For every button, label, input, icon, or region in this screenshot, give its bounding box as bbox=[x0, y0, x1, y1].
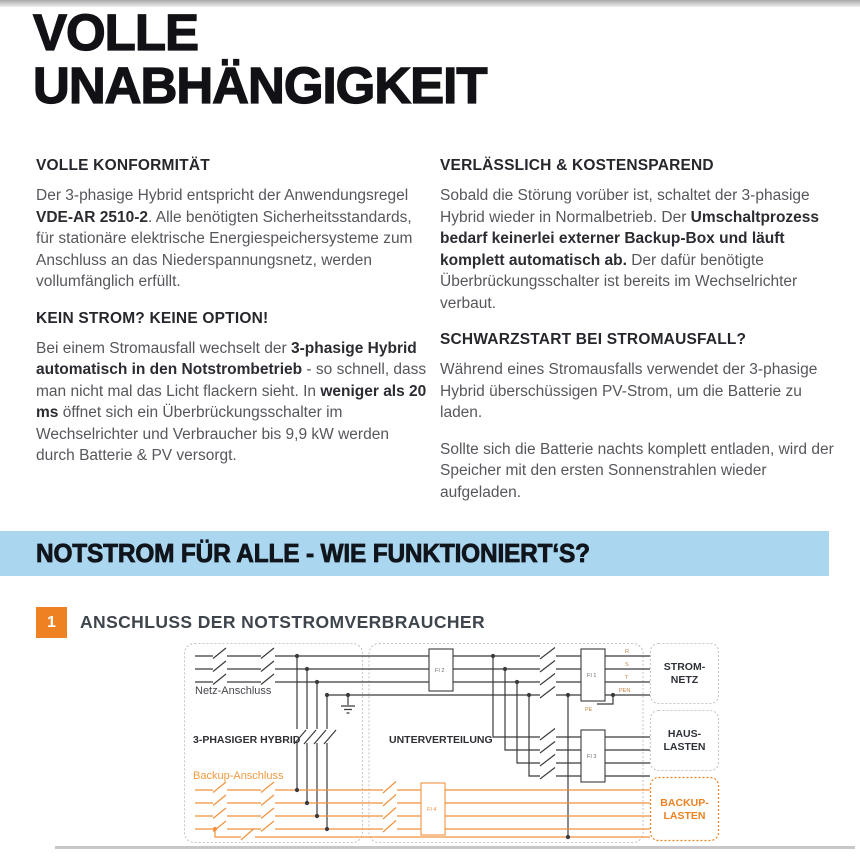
backup-lasten-line1: BACKUP- bbox=[660, 797, 709, 809]
text-block-schwarzstart bbox=[440, 329, 838, 503]
page-title bbox=[33, 6, 487, 112]
block-heading: KEIN STROM? KEINE OPTION! bbox=[36, 309, 269, 327]
fi4-label: FI 4 bbox=[427, 807, 437, 813]
banner-title: NOTSTROM FÜR ALLE - WIE FUNKTIONIERT‘S? bbox=[36, 538, 590, 568]
fi2-label: FI 2 bbox=[435, 668, 445, 674]
paragraph: Bei einem Stromausfall wechselt der 3-phasige Hybrid automatisch in den Notstrombetrieb - so schnell, dass man nicht mal das Licht flackern sieht. In weniger als 20 ms öffnet sich ein Überbrückungsschalter im Wechselrichter und Verbraucher bis 9,9 kW werden durch Batterie & PV versorgt. bbox=[36, 339, 427, 464]
bottom-divider bbox=[55, 846, 855, 849]
wire-label-t: T bbox=[625, 675, 629, 681]
wire-label-pe: PE bbox=[585, 707, 593, 713]
wire-label-r: R bbox=[625, 649, 629, 655]
section-banner bbox=[0, 531, 829, 576]
wire-label-s: S bbox=[625, 662, 629, 668]
strom-netz-line1: STROM- bbox=[663, 661, 706, 673]
text-block-konformitaet bbox=[36, 155, 428, 293]
backup-lasten-line2: LASTEN bbox=[663, 810, 706, 822]
text-column-right bbox=[440, 155, 838, 518]
text-block-verlaesslich bbox=[440, 155, 838, 314]
paragraph: Während eines Stromausfalls verwendet der 3-phasige Hybrid überschüssigen PV-Strom, um die Batterie zu laden. bbox=[440, 361, 818, 421]
unterverteilung-label: UNTERVERTEILUNG bbox=[389, 734, 493, 746]
step-number-badge: 1 bbox=[36, 607, 67, 638]
wire-label-pen: PEN bbox=[619, 688, 631, 694]
haus-lasten-line1: HAUS- bbox=[667, 728, 702, 740]
block-heading: VERLÄSSLICH & KOSTENSPAREND bbox=[440, 157, 714, 174]
fi3-label: FI 3 bbox=[587, 754, 597, 760]
diagram-section-title: ANSCHLUSS DER NOTSTROMVERBRAUCHER bbox=[80, 612, 486, 632]
block-heading: SCHWARZSTART BEI STROMAUSFALL? bbox=[440, 331, 747, 348]
page-title-line2: UNABHÄNGIGKEIT bbox=[33, 57, 487, 114]
paragraph: Sollte sich die Batterie nachts komplett entladen, wird der Speicher mit den ersten Sonnenstrahlen wieder aufgeladen. bbox=[440, 440, 834, 501]
text-column-left bbox=[36, 155, 428, 482]
fi1-label: FI 1 bbox=[587, 673, 597, 679]
netz-anschluss-label: Netz-Anschluss bbox=[195, 685, 272, 697]
wiring-diagram bbox=[183, 642, 720, 844]
paragraph: Sobald die Störung vorüber ist, schaltet der 3-phasige Hybrid wieder in Normalbetrieb. Der Umschaltprozess bedarf keinerlei externer Backup-Box und läuft komplett automatisch ab. Der dafür benötigte Überbrückungsschalter ist bereits im Wechselrichter verbaut. bbox=[440, 187, 820, 312]
hybrid-label: 3-PHASIGER HYBRID bbox=[193, 734, 301, 746]
backup-anschluss-label: Backup-Anschluss bbox=[193, 770, 284, 782]
page-title-line1: VOLLE bbox=[33, 4, 199, 61]
backup-lasten-box bbox=[651, 778, 719, 841]
text-block-kein-strom bbox=[36, 308, 428, 467]
strom-netz-line2: NETZ bbox=[670, 674, 699, 686]
haus-lasten-line2: LASTEN bbox=[663, 741, 706, 753]
paragraph: Der 3-phasige Hybrid entspricht der Anwendungsregel VDE-AR 2510-2. Alle benötigten Sicherheitsstandards, für stationäre elektrische Energiespeichersysteme zum Anschluss an das Niederspannungsnetz, werden vollumfänglich erfüllt. bbox=[36, 187, 413, 290]
block-heading: VOLLE KONFORMITÄT bbox=[36, 157, 210, 174]
